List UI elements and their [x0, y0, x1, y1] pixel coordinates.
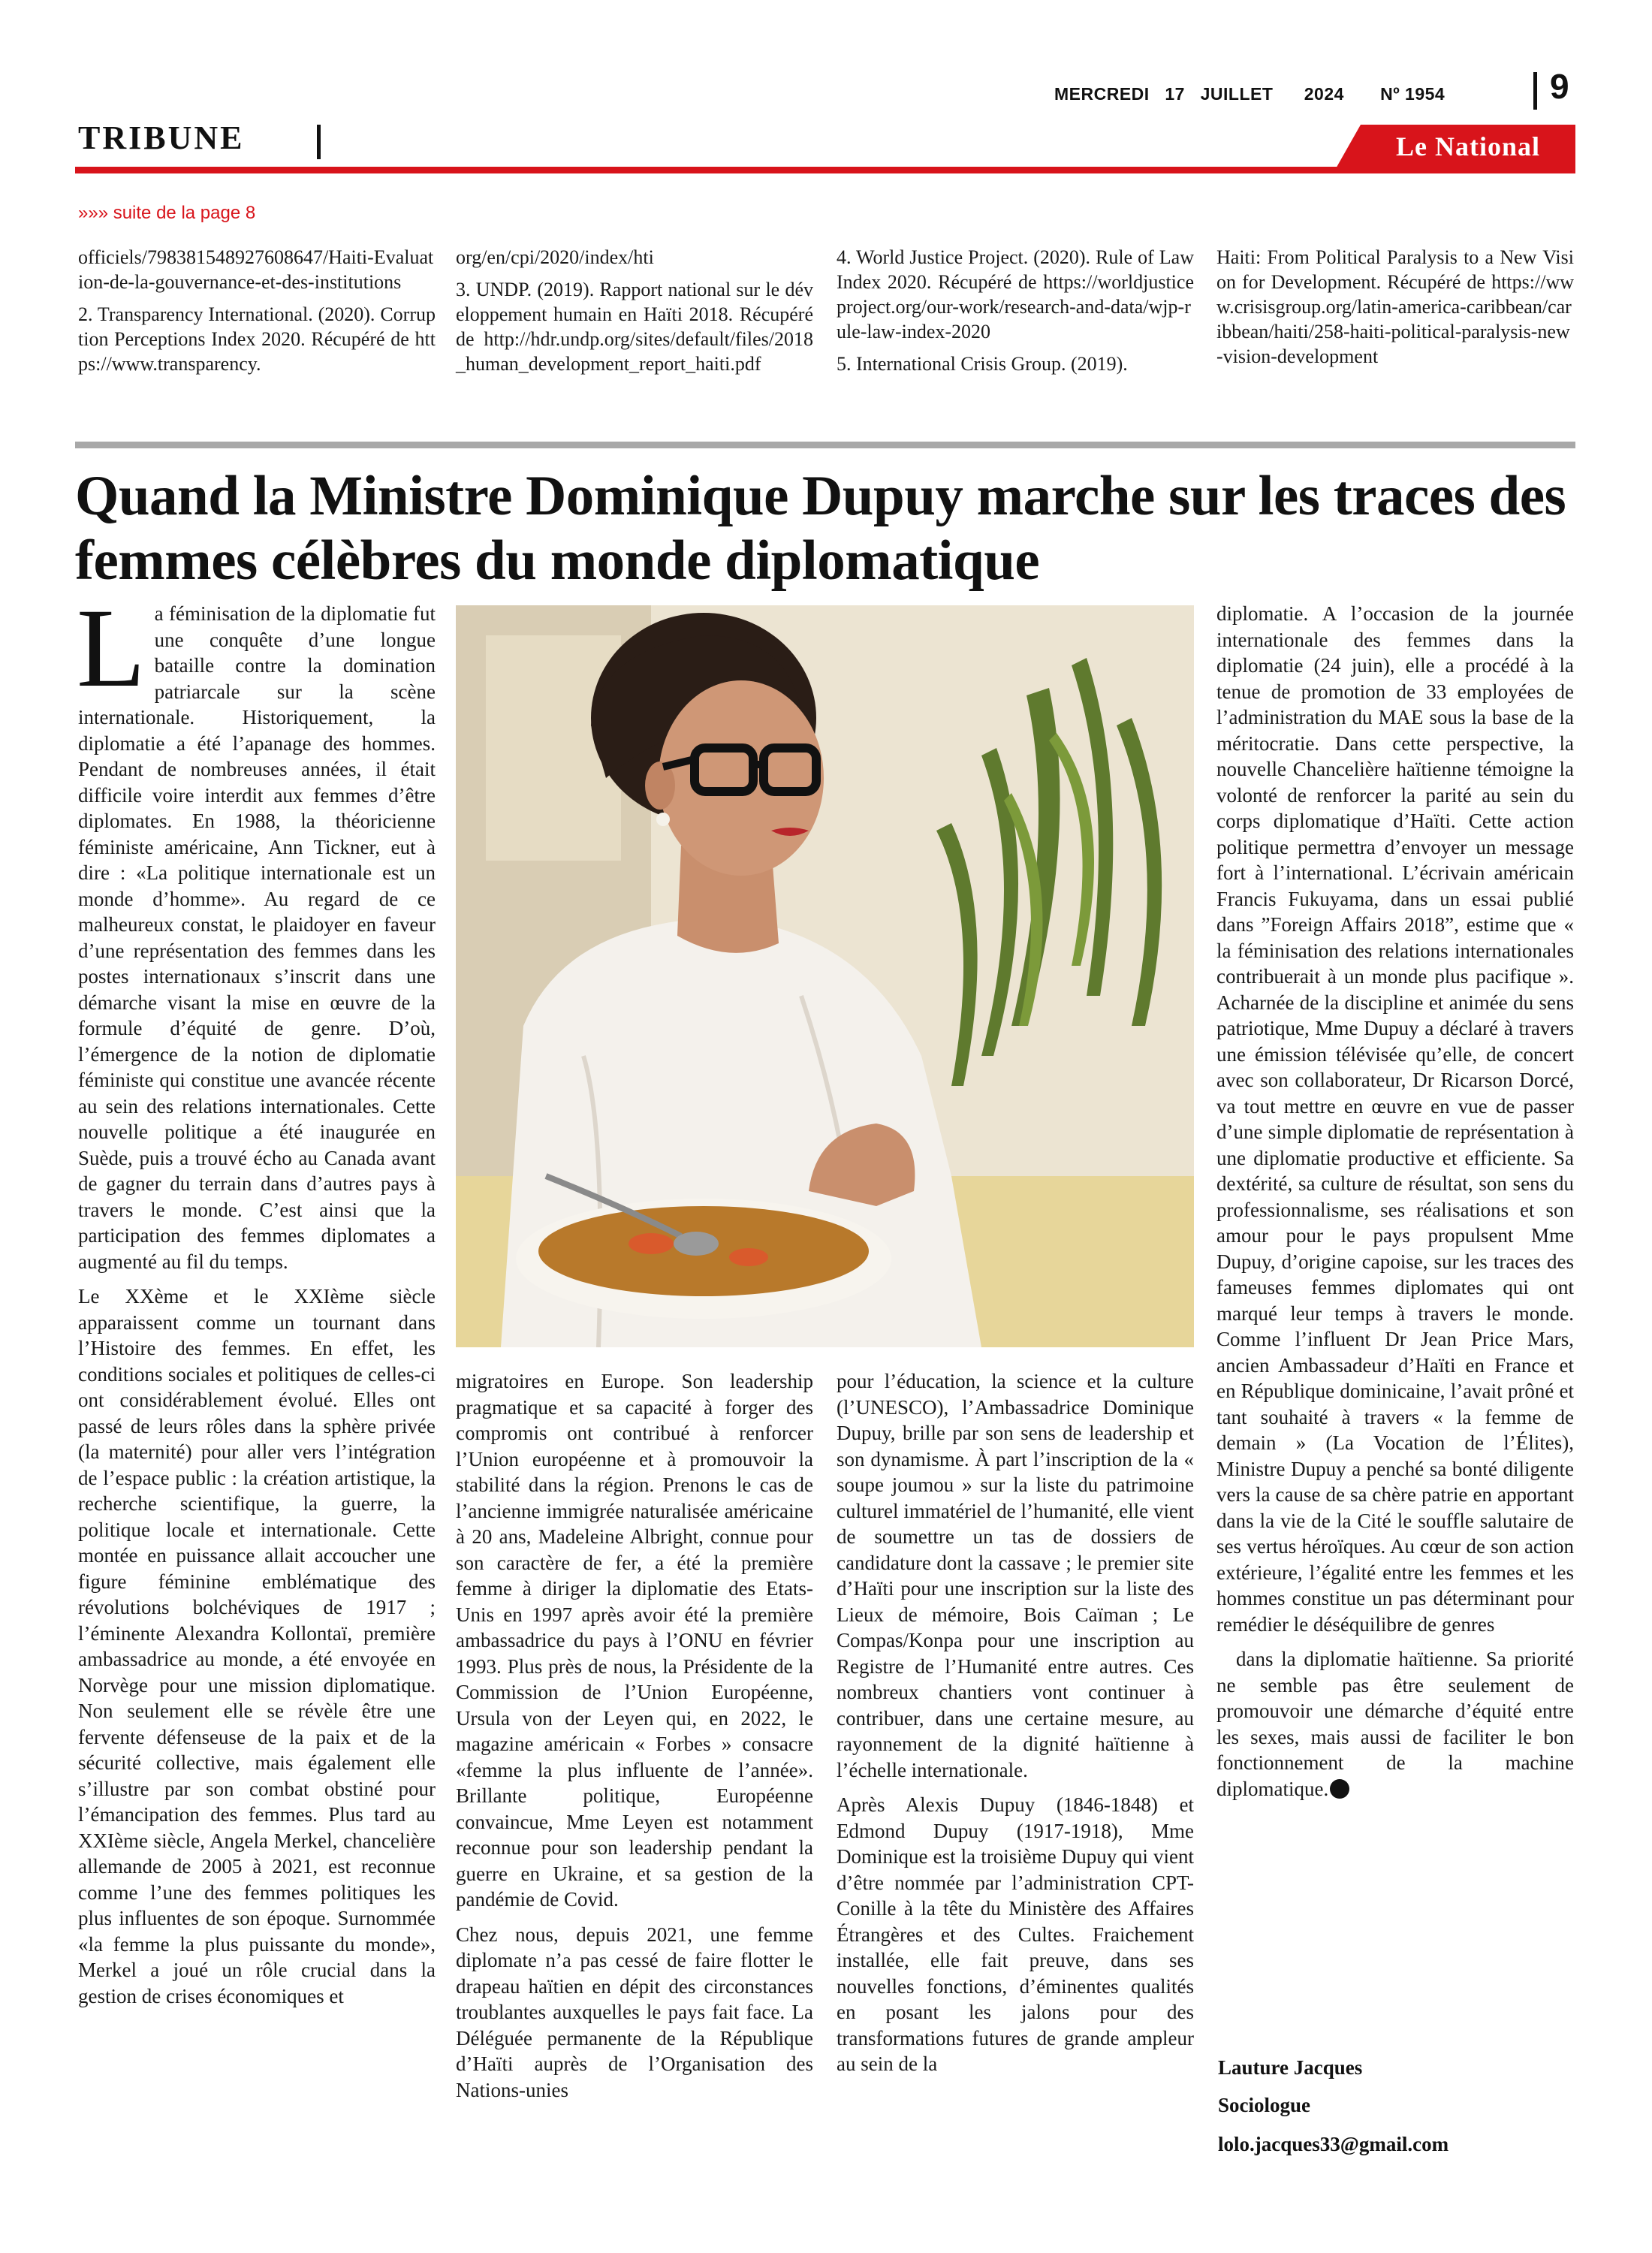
drop-cap: L — [77, 586, 146, 710]
article-column-2 — [456, 1368, 813, 2112]
brand-name: Le National — [1395, 131, 1540, 161]
reference-item: officiels/798381548927608647/Haiti-Evaluation-de-la-gouvernance-et-des-institutions — [78, 246, 434, 293]
author-email-link[interactable]: lolo.jacques33@gmail.com — [1218, 2133, 1449, 2155]
section-separator — [75, 442, 1575, 448]
issue-date-line — [1054, 84, 1445, 104]
continued-from-link[interactable]: »»» suite de la page 8 — [78, 203, 256, 223]
day: 17 — [1165, 84, 1185, 104]
article-paragraph: pour l’éducation, la science et la culture (l’UNESCO), l’Ambassadrice Dominique Dupuy, brille par son sens de leadership et son dynamisme. À part l’inscription de la « soupe joumou » sur la liste du patrimoine culturel immatériel de l’humanité, elle vient de soumettre un tas de dossiers de candidature dont la cassave ; le premier site d’Haïti pour une inscription sur la liste des Lieux de mémoire, Bois Caïman ; Le Compas/Konpa pour une inscription au Registre de l’Humanité entre autres. Ces nombreux chantiers vont continuer à contribuer, dans une certaine mesure, au rayonnement de la dignité haïtienne à l’échelle internationale. — [837, 1370, 1194, 1781]
page-number-divider — [1533, 72, 1537, 110]
references-column-2 — [456, 245, 813, 384]
issue-number: Nº 1954 — [1380, 84, 1446, 104]
article-paragraph — [77, 586, 436, 1274]
reference-item: org/en/cpi/2020/index/hti — [456, 246, 654, 268]
article-headline: Quand la Ministre Dominique Dupuy marche sur les traces des femmes célèbres du monde diplomatique — [75, 465, 1566, 592]
references-column-4 — [1216, 245, 1574, 376]
article-column-3 — [837, 1368, 1194, 2086]
section-label: TRIBUNE — [78, 119, 245, 156]
header-rule — [75, 167, 1575, 173]
references-column-1 — [78, 245, 436, 384]
page-number: 9 — [1550, 67, 1569, 106]
reference-item: Haiti: From Political Paralysis to a New Vision for Development. Récupéré de https://www.crisisgroup.org/latin-america-caribbean/caribbean/haiti/258-haiti-political-paralysis-new-vision-development — [1216, 246, 1574, 367]
article-paragraph: migratoires en Europe. Son leadership pragmatique et sa capacité à forger des compromis ont contribué à renforcer l’Union européenne et à promouvoir la stabilité dans la région. Prenons le cas de l’ancienne immigrée naturalisée américaine à 20 ans, Madeleine Albright, connue pour son caractère de fer, a été la première femme à diriger la diplomatie des Etats-Unis en 1997 après avoir été la première ambassadrice du pays à l’ONU en février 1993. Plus près de nous, la Présidente de la Commission de l’Union Européenne, Ursula von der Leyen qui, en 2022, le magazine américain « Forbes » consacre «femme la plus influente de l’année». Brillante politique, Européenne convaincue, Mme Leyen est notamment reconnue pour son leadership pendant la guerre en Ukraine, et sa gestion de la pandémie de Covid. — [456, 1370, 813, 1911]
reference-item: 5. International Crisis Group. (2019). — [837, 353, 1128, 375]
reference-item: 4. World Justice Project. (2020). Rule of Law Index 2020. Récupéré de https://worldjusticeproject.org/our-work/research-and-data/wjp-rule-law-index-2020 — [837, 246, 1194, 342]
article-paragraph: Après Alexis Dupuy (1846-1848) et Edmond Dupuy (1917-1918), Mme Dominique est la troisième Dupuy qui vient d’être nommée par l’administration CPT-Conille à la tête du Ministère des Affaires Étrangères et des Cultes. Fraichement installée, elle fait preuve, dans ses nouvelles fonctions, d’éminentes qualités en posant les jalons pour des transformations futures de grande ampleur au sein de la — [837, 1793, 1194, 2075]
article-paragraph: Chez nous, depuis 2021, une femme diplomate n’a pas cessé de faire flotter le drapeau haïtien en dépit des circonstances troublantes auxquelles le pays fait face. La Déléguée permanente de la République d’Haïti auprès de l’Organisation des Nations-unies — [456, 1923, 813, 2101]
author-name: Lauture Jacques — [1218, 2056, 1363, 2079]
year: 2024 — [1304, 84, 1344, 104]
paragraph-text: dans la diplomatie haïtienne. Sa priorité ne semble pas être seulement de promouvoir une démarche d’équité entre les sexes, mais aussi de faciliter le bon fonctionnement de la machine diplomatique. — [1216, 1648, 1574, 1800]
article-column-4 — [1216, 601, 1574, 1811]
portrait-photo — [456, 605, 1194, 1347]
end-of-article-icon — [1330, 1779, 1349, 1799]
article-paragraph — [1216, 1646, 1574, 1802]
article-column-1 — [77, 586, 436, 2018]
article-paragraph: Le XXème et le XXIème siècle apparaissent comme un tournant dans l’Histoire des femmes. En effet, les conditions sociales et politiques de celles-ci ont considérablement évolué. Elles ont passé de leurs rôles dans la sphère privée (la maternité) pour aller vers l’intégration de l’espace public : la création artistique, la recherche scientifique, la guerre, la politique locale et internationale. Cette montée en puissance allait accoucher une figure féminine emblématique des révolutions bolchéviques de 1917 ; l’éminente Alexandra Kollontaï, première ambassadrice au monde, a été envoyée en Norvège pour une mission diplomatique. Non seulement elle se révèle être une fervente défenseuse de la paix et de la sécurité collective, mais également elle s’illustre par son combat obstiné pour l’émancipation des femmes. Plus tard au XXIème siècle, Angela Merkel, chancelière allemande de 2005 à 2021, est reconnue comme l’une des femmes politiques les plus influentes de son époque. Surnommée «la femme la plus puissante du monde», Merkel a joué un rôle crucial dans la gestion de crises économiques et — [78, 1285, 436, 2007]
paragraph-text: a féminisation de la diplomatie fut une conquête d’une longue bataille contre la domination patriarcale sur la scène internationale. Historiquement, la diplomatie a été l’apanage des hommes. Pendant de nombreuses années, il était difficile voire interdit aux femmes d’être diplomates. En 1988, la théoricienne féministe américaine, Ann Tickner, eut à dire : «La politique internationale est un monde d’homme». Au regard de ce malheureux constat, le plaidoyer en faveur d’une représentation des femmes dans les postes internationaux s’inscrit dans une démarche visant la mise en œuvre de la formule d’équité de genre. D’où, l’émergence de la notion de diplomatie féministe qui constitue une avancée récente au sein des relations internationales. Cette nouvelle politique a été inaugurée en Suède, puis a trouvé écho au Canada avant de gagner du terrain dans d’autres pays à travers le monde. C’est ainsi que la participation des femmes diplomates a augmenté au fil du temps. — [78, 602, 436, 1273]
article-paragraph: diplomatie. A l’occasion de la journée internationale des femmes dans la diplomatie (24 juin), elle a procédé à la tenue de promotion de 33 employées de l’administration du MAE sous la base de la méritocratie. Dans cette perspective, la nouvelle Chancelière haïtienne témoigne la volonté de renforcer la parité au sein du corps diplomatique d’Haïti. Cette action politique permettra d’envoyer un message fort à l’international. L’écrivain américain Francis Fukuyama, dans un essai publié dans ”Foreign Affairs 2018”, estime que « la féminisation des relations internationales contribuerait à un monde plus pacifique ». Acharnée de la discipline et animée du sens patriotique, Mme Dupuy a déclaré à travers une émission télévisée qu’elle, de concert avec son collaborateur, Dr Ricarson Dorcé, va tout mettre en œuvre en vue de passer d’une simple diplomatie de représentation à une diplomatie productive et efficiente. Sa dextérité, sa culture de résultat, son sens du professionnalisme, ses réalisations et son amour pour le pays propulsent Mme Dupuy, d’origine capoise, sur les traces des fameuses femmes diplomates qui ont marqué leur temps à travers le monde. Comme l’influent Dr Jean Price Mars, ancien Ambassadeur d’Haïti en France et en République dominicaine, l’avait prôné et tant souhaité à travers « la femme de demain » (La Vocation de l’Élites), Ministre Dupuy a penché sa bonté diligente vers la cause de sa chère patrie en apportant dans la vie de la Cité le souffle salutaire de ses vertus héroïques. Au cœur de son action extérieure, l’égalité entre les femmes et les hommes constitue un pas déterminant pour remédier le déséquilibre de genres — [1216, 602, 1574, 1636]
reference-item: 3. UNDP. (2019). Rapport national sur le développement humain en Haïti 2018. Récupéré de http://hdr.undp.org/sites/default/files/2018_human_development_report_haiti.pdf — [456, 279, 813, 375]
month: JUILLET — [1200, 84, 1274, 104]
references-column-3 — [837, 245, 1194, 384]
reference-item: 2. Transparency International. (2020). Corruption Perceptions Index 2020. Récupéré de https://www.transparency. — [78, 303, 436, 375]
section-divider — [317, 125, 321, 159]
weekday: MERCREDI — [1054, 84, 1150, 104]
author-role: Sociologue — [1218, 2094, 1311, 2116]
